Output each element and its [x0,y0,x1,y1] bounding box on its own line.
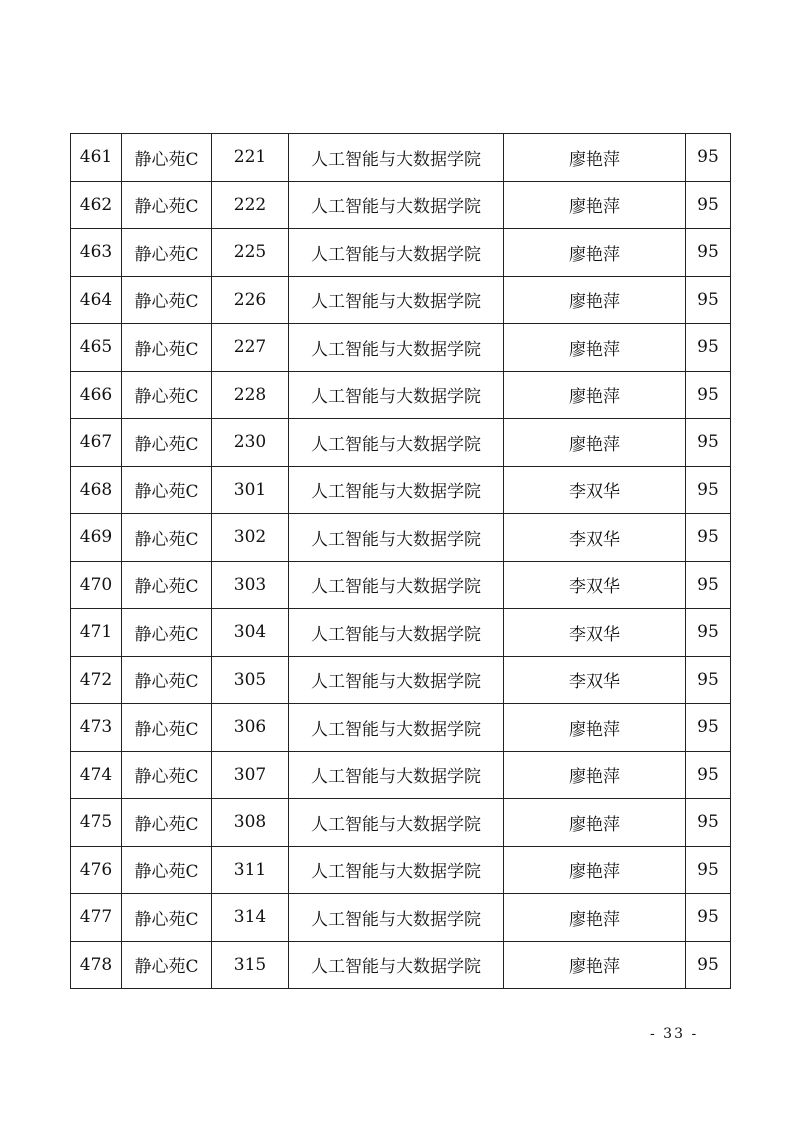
building-cell: 静心苑C [122,419,212,467]
college-cell: 人工智能与大数据学院 [289,466,504,514]
teacher-cell: 廖艳萍 [504,799,686,847]
score-cell: 95 [686,704,731,752]
room-number-cell: 230 [212,419,289,467]
table-row [71,324,731,372]
teacher-cell: 廖艳萍 [504,371,686,419]
score-cell: 95 [686,134,731,182]
table-row [71,514,731,562]
score-cell: 95 [686,561,731,609]
room-number-cell: 302 [212,514,289,562]
college-cell: 人工智能与大数据学院 [289,371,504,419]
college-cell: 人工智能与大数据学院 [289,276,504,324]
building-cell: 静心苑C [122,656,212,704]
table-row [71,894,731,942]
score-cell: 95 [686,751,731,799]
score-cell: 95 [686,799,731,847]
room-number-cell: 221 [212,134,289,182]
score-cell: 95 [686,894,731,942]
score-cell: 95 [686,181,731,229]
table-row [71,134,731,182]
college-cell: 人工智能与大数据学院 [289,894,504,942]
score-cell: 95 [686,941,731,989]
building-cell: 静心苑C [122,894,212,942]
room-number-cell: 306 [212,704,289,752]
score-cell: 95 [686,419,731,467]
row-number-cell: 474 [71,751,122,799]
row-number-cell: 462 [71,181,122,229]
dormitory-score-table-container [70,133,724,989]
table-row [71,704,731,752]
row-number-cell: 464 [71,276,122,324]
building-cell: 静心苑C [122,561,212,609]
table-body [71,134,731,989]
room-number-cell: 225 [212,229,289,277]
table-row [71,181,731,229]
table-row [71,846,731,894]
table-row [71,656,731,704]
row-number-cell: 478 [71,941,122,989]
college-cell: 人工智能与大数据学院 [289,419,504,467]
teacher-cell: 廖艳萍 [504,134,686,182]
table-row [71,229,731,277]
teacher-cell: 李双华 [504,561,686,609]
row-number-cell: 470 [71,561,122,609]
teacher-cell: 李双华 [504,656,686,704]
college-cell: 人工智能与大数据学院 [289,751,504,799]
college-cell: 人工智能与大数据学院 [289,799,504,847]
building-cell: 静心苑C [122,751,212,799]
score-cell: 95 [686,846,731,894]
room-number-cell: 305 [212,656,289,704]
college-cell: 人工智能与大数据学院 [289,656,504,704]
college-cell: 人工智能与大数据学院 [289,609,504,657]
room-number-cell: 301 [212,466,289,514]
row-number-cell: 469 [71,514,122,562]
college-cell: 人工智能与大数据学院 [289,561,504,609]
page-number: - 33 - [650,1026,699,1042]
teacher-cell: 廖艳萍 [504,846,686,894]
table-row [71,609,731,657]
room-number-cell: 304 [212,609,289,657]
room-number-cell: 307 [212,751,289,799]
room-number-cell: 311 [212,846,289,894]
teacher-cell: 李双华 [504,514,686,562]
score-cell: 95 [686,656,731,704]
room-number-cell: 314 [212,894,289,942]
row-number-cell: 476 [71,846,122,894]
building-cell: 静心苑C [122,276,212,324]
row-number-cell: 472 [71,656,122,704]
teacher-cell: 廖艳萍 [504,751,686,799]
building-cell: 静心苑C [122,229,212,277]
teacher-cell: 廖艳萍 [504,704,686,752]
row-number-cell: 467 [71,419,122,467]
building-cell: 静心苑C [122,799,212,847]
college-cell: 人工智能与大数据学院 [289,846,504,894]
building-cell: 静心苑C [122,514,212,562]
dormitory-score-table [70,133,731,989]
building-cell: 静心苑C [122,941,212,989]
teacher-cell: 李双华 [504,466,686,514]
teacher-cell: 廖艳萍 [504,419,686,467]
table-row [71,276,731,324]
teacher-cell: 廖艳萍 [504,229,686,277]
row-number-cell: 473 [71,704,122,752]
room-number-cell: 315 [212,941,289,989]
room-number-cell: 303 [212,561,289,609]
table-row [71,561,731,609]
building-cell: 静心苑C [122,134,212,182]
teacher-cell: 廖艳萍 [504,941,686,989]
score-cell: 95 [686,276,731,324]
college-cell: 人工智能与大数据学院 [289,941,504,989]
row-number-cell: 463 [71,229,122,277]
building-cell: 静心苑C [122,609,212,657]
building-cell: 静心苑C [122,181,212,229]
college-cell: 人工智能与大数据学院 [289,181,504,229]
college-cell: 人工智能与大数据学院 [289,134,504,182]
row-number-cell: 477 [71,894,122,942]
building-cell: 静心苑C [122,371,212,419]
score-cell: 95 [686,324,731,372]
table-row [71,371,731,419]
college-cell: 人工智能与大数据学院 [289,514,504,562]
room-number-cell: 227 [212,324,289,372]
score-cell: 95 [686,229,731,277]
teacher-cell: 廖艳萍 [504,894,686,942]
building-cell: 静心苑C [122,704,212,752]
row-number-cell: 466 [71,371,122,419]
table-row [71,419,731,467]
building-cell: 静心苑C [122,324,212,372]
table-row [71,466,731,514]
college-cell: 人工智能与大数据学院 [289,704,504,752]
row-number-cell: 468 [71,466,122,514]
teacher-cell: 廖艳萍 [504,181,686,229]
row-number-cell: 461 [71,134,122,182]
room-number-cell: 222 [212,181,289,229]
row-number-cell: 475 [71,799,122,847]
college-cell: 人工智能与大数据学院 [289,324,504,372]
score-cell: 95 [686,371,731,419]
score-cell: 95 [686,609,731,657]
building-cell: 静心苑C [122,466,212,514]
teacher-cell: 廖艳萍 [504,276,686,324]
table-row [71,941,731,989]
table-row [71,751,731,799]
row-number-cell: 465 [71,324,122,372]
row-number-cell: 471 [71,609,122,657]
college-cell: 人工智能与大数据学院 [289,229,504,277]
table-row [71,799,731,847]
room-number-cell: 308 [212,799,289,847]
room-number-cell: 228 [212,371,289,419]
building-cell: 静心苑C [122,846,212,894]
score-cell: 95 [686,466,731,514]
teacher-cell: 李双华 [504,609,686,657]
room-number-cell: 226 [212,276,289,324]
teacher-cell: 廖艳萍 [504,324,686,372]
score-cell: 95 [686,514,731,562]
